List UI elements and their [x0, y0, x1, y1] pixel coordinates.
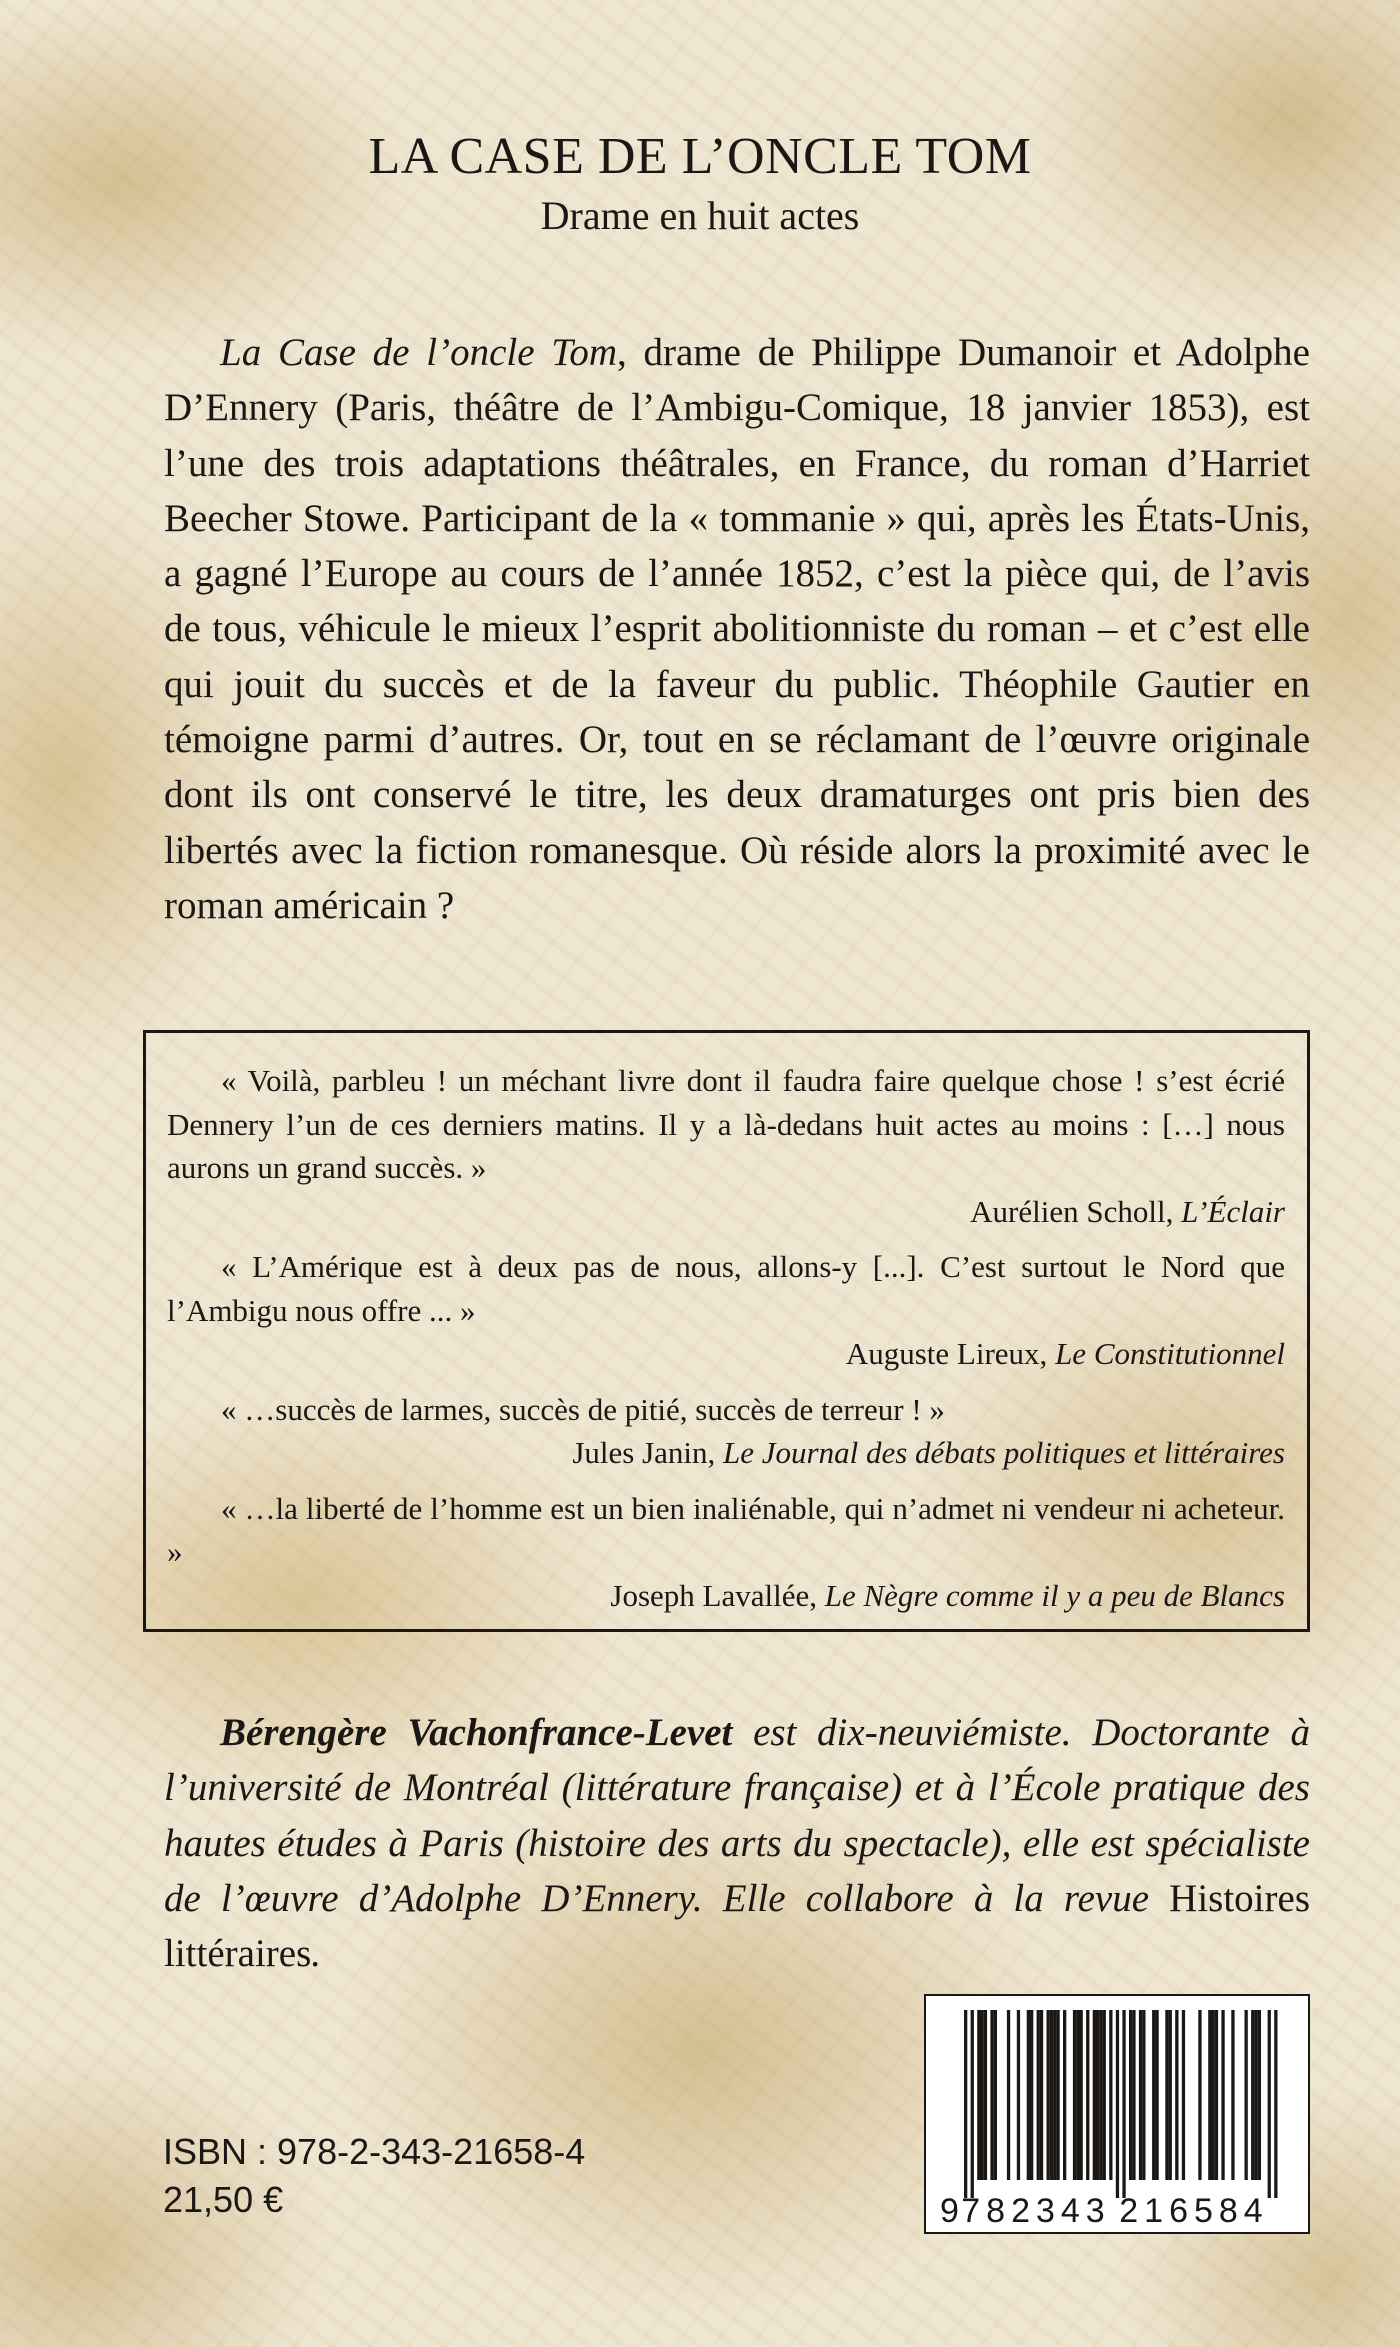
barcode-bar — [1208, 2010, 1211, 2180]
barcode-bar — [1165, 2010, 1168, 2180]
barcode-bar — [1099, 2010, 1102, 2180]
barcode-bar — [1198, 2010, 1201, 2180]
barcode-bar — [1063, 2010, 1066, 2180]
barcode-bar — [1268, 2010, 1271, 2198]
barcode-bar — [1037, 2010, 1040, 2180]
book-title: LA CASE DE L’ONCLE TOM — [368, 128, 1032, 185]
quote-source — [167, 1574, 1285, 1618]
barcode-bar — [1073, 2010, 1076, 2180]
barcode-bar — [1116, 2010, 1119, 2198]
barcode-bar — [1132, 2010, 1135, 2180]
book-subtitle: Drame en huit actes — [540, 193, 860, 238]
barcode-bar — [1047, 2010, 1050, 2180]
quote-text: « …succès de larmes, succès de pitié, succès de terreur ! » — [221, 1391, 945, 1427]
barcode-bar — [1093, 2010, 1096, 2180]
barcode-bar — [1231, 2010, 1234, 2180]
barcode-bar — [1212, 2010, 1215, 2180]
barcode-bar — [1096, 2010, 1099, 2180]
barcode-bar — [1050, 2010, 1053, 2180]
barcode-right-digits: 216584 — [1119, 2192, 1269, 2230]
barcode-bar — [1139, 2010, 1142, 2180]
barcode-bar — [1017, 2010, 1020, 2180]
barcode-bar — [1245, 2010, 1248, 2180]
barcode-bar — [1040, 2010, 1043, 2180]
quote-text: « …la liberté de l’homme est un bien inaliénable, qui n’admet ni vendeur ni acheteur. » — [167, 1490, 1285, 1569]
quote-publication: Le Journal des débats politiques et littéraires — [723, 1435, 1285, 1470]
author-bio — [164, 1705, 1310, 1981]
barcode-bar — [1007, 2010, 1010, 2180]
barcode-bar — [1030, 2010, 1033, 2180]
author-bio-text: est dix-neuviémiste. Doctorante à l’université de Montréal (littérature française) et à l’École pratique des hautes études à Paris (histoire des arts du spectacle), elle est spécialiste de l’œuvre d’Adolphe D’Ennery. Elle collabore à la revue — [164, 1711, 1310, 1920]
barcode-bar — [977, 2010, 980, 2180]
quote-source — [167, 1332, 1285, 1376]
quote-source — [167, 1190, 1285, 1234]
summary-text: , drame de Philippe Dumanoir et Adolphe D’Ennery (Paris, théâtre de l’Ambigu-Comique, 18 janvier 1853), est l’une des trois adaptations théâtrales, en France, du roman d’Harriet Beecher Stowe. Participant de la « tommanie » qui, après les États-Unis, a gagné l’Europe au cours de l’année 1852, c’est la pièce qui, de l’avis de tous, véhicule le mieux l’esprit abolitionniste du roman – et c’est elle qui jouit du succès et de la faveur du public. Théophile Gautier en témoigne parmi d’autres. Or, tout en se réclamant de l’œuvre originale dont ils ont conservé le titre, les deux dramaturges ont pris bien des libertés avec la fiction romanesque. Où réside alors la proximité avec le roman américain ? — [164, 331, 1310, 927]
barcode-bar — [1254, 2010, 1257, 2180]
barcode-bar — [1103, 2010, 1106, 2180]
quote-source — [167, 1431, 1285, 1475]
barcode-bar — [1109, 2010, 1112, 2180]
quote-author: Jules Janin, — [572, 1435, 724, 1470]
barcode — [924, 1994, 1310, 2234]
barcode-bar — [984, 2010, 987, 2180]
barcode-bar — [1182, 2010, 1185, 2180]
quote-publication: Le Nègre comme il y a peu de Blancs — [824, 1577, 1285, 1613]
barcode-bar — [994, 2010, 997, 2180]
isbn-price-block — [163, 2128, 585, 2224]
barcode-bar — [1221, 2010, 1224, 2180]
barcode-lead-digit: 9 — [940, 2192, 959, 2230]
barcode-bar — [1027, 2010, 1030, 2180]
barcode-bar — [1129, 2010, 1132, 2180]
quote-publication: L’Éclair — [1181, 1193, 1285, 1229]
isbn-number: ISBN : 978-2-343-21658-4 — [163, 2131, 586, 2172]
quote-text: « Voilà, parbleu ! un méchant livre dont il faudra faire quelque chose ! s’est écrié Dennery l’un de ces derniers matins. Il y a là-dedans huit actes au moins : […] nous aurons un grand succès. » — [167, 1063, 1285, 1185]
barcode-bar — [1142, 2010, 1145, 2180]
barcode-bar — [1056, 2010, 1059, 2180]
quote-publication: Le Constitutionnel — [1055, 1336, 1285, 1371]
press-quotes-box — [143, 1030, 1310, 1632]
barcode-bar — [1080, 2010, 1083, 2180]
barcode-bar — [990, 2010, 993, 2180]
barcode-bar — [1274, 2010, 1277, 2198]
barcode-bar — [1251, 2010, 1254, 2180]
author-name: Bérengère Vachonfrance-Levet — [220, 1711, 733, 1754]
barcode-bar — [1086, 2010, 1089, 2180]
barcode-graphic — [926, 1996, 1308, 2232]
summary-title-italic: La Case de l’oncle Tom — [220, 331, 618, 374]
barcode-bar — [964, 2010, 967, 2198]
barcode-bar — [1169, 2010, 1172, 2180]
barcode-bar — [1258, 2010, 1261, 2180]
barcode-bar — [981, 2010, 984, 2180]
quote-author: Joseph Lavallée, — [610, 1577, 825, 1613]
barcode-bar — [1122, 2010, 1125, 2198]
barcode-bar — [1155, 2010, 1158, 2180]
journal-name: Histoires littéraires — [164, 1876, 1310, 1976]
summary-paragraph — [164, 325, 1310, 933]
price: 21,50 € — [163, 2179, 284, 2220]
barcode-left-digits: 782343 — [961, 2192, 1111, 2230]
quote-author: Aurélien Scholl, — [970, 1193, 1182, 1229]
author-bio-end: . — [311, 1932, 322, 1976]
barcode-bar — [1053, 2010, 1056, 2180]
barcode-bar — [1215, 2010, 1218, 2180]
barcode-bars — [964, 2010, 1278, 2198]
quote-text: « L’Amérique est à deux pas de nous, allons-y [...]. C’est surtout le Nord que l’Ambigu nous offre ... » — [167, 1249, 1285, 1328]
barcode-bar — [1175, 2010, 1178, 2180]
barcode-bar — [1076, 2010, 1079, 2180]
barcode-bar — [971, 2010, 974, 2198]
quote-author: Auguste Lireux, — [845, 1336, 1056, 1371]
barcode-bar — [1152, 2010, 1155, 2180]
